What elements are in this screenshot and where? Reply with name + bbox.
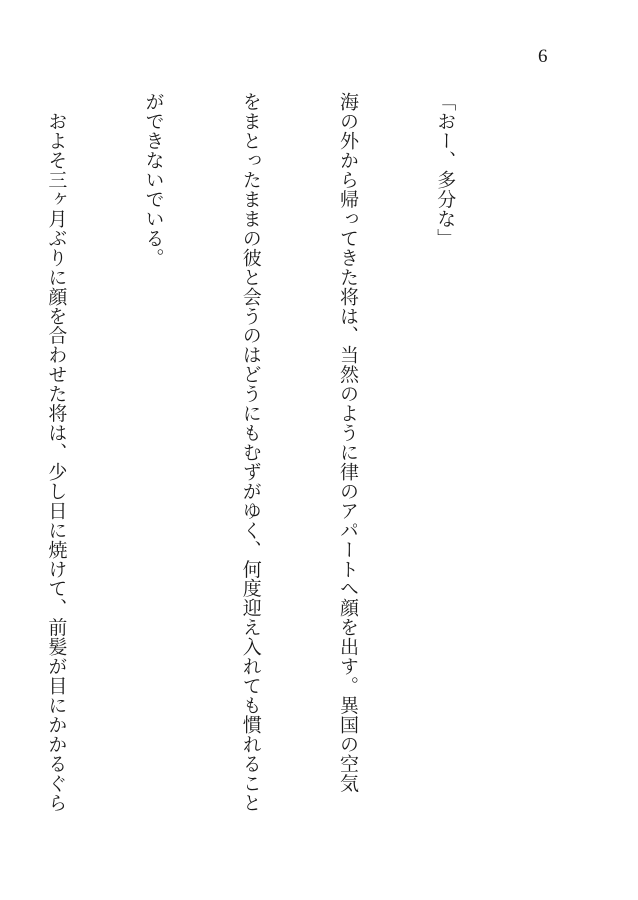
text-line: をまとったままの彼と会うのはどうにもむずがゆく、何度迎え入れても慣れること: [239, 92, 262, 813]
text-line: およそ三ヶ月ぶりに顔を合わせた将は、少し日に焼けて、前髪が目にかかるぐら: [45, 92, 68, 813]
text-line: 「おー、多分な」: [434, 92, 457, 248]
novel-body-text: [0, 92, 526, 864]
text-line: ができないでいる。: [142, 92, 165, 268]
page-number: 6: [538, 46, 548, 67]
text-line: 海の外から帰ってきた将は、当然のように律のアパートへ顔を出す。異国の空気: [336, 92, 359, 793]
